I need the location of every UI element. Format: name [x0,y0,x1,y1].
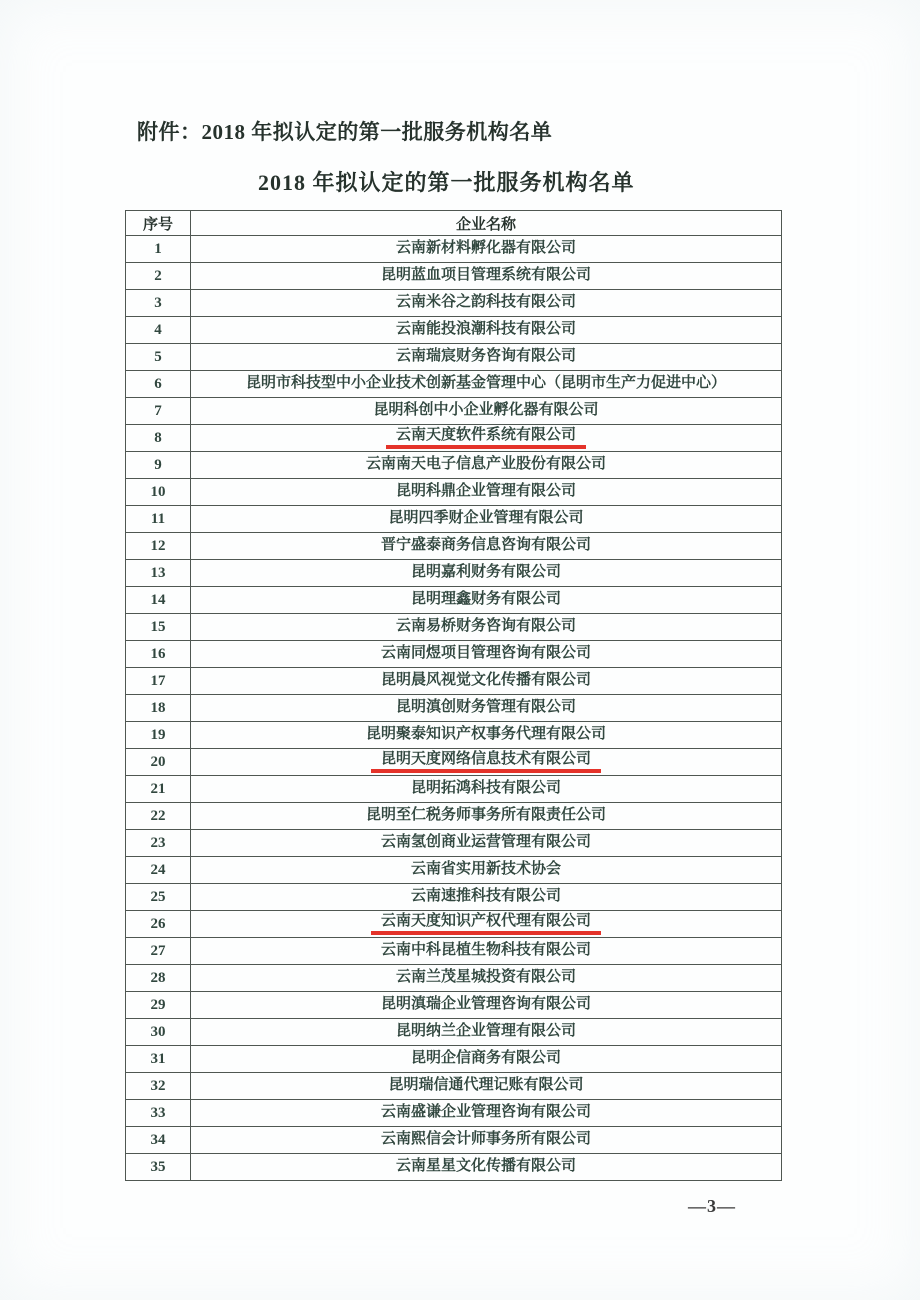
row-company-name-cell [191,695,782,722]
table-row [126,236,782,263]
row-company-name-cell [191,398,782,425]
row-serial-number: 11 [126,506,191,533]
company-name: 云南盛谦企业管理咨询有限公司 [380,1104,591,1121]
row-company-name-cell [191,830,782,857]
company-name: 昆明至仁税务师事务所有限责任公司 [365,807,606,824]
row-serial-number: 20 [126,749,191,776]
company-name: 昆明晨风视觉文化传播有限公司 [380,672,591,689]
table-row [126,938,782,965]
row-company-name-cell [191,884,782,911]
table-row [126,884,782,911]
table-row [126,668,782,695]
company-name: 昆明瑞信通代理记账有限公司 [388,1077,584,1094]
company-name: 昆明聚泰知识产权事务代理有限公司 [365,726,606,743]
company-name-red-underlined: 云南天度软件系统有限公司 [386,427,586,449]
table-row [126,1073,782,1100]
company-name: 昆明滇瑞企业管理咨询有限公司 [380,996,591,1013]
row-serial-number: 28 [126,965,191,992]
company-name: 昆明科鼎企业管理有限公司 [395,483,576,500]
company-name: 云南速推科技有限公司 [410,888,561,905]
table-row [126,911,782,938]
company-name: 云南熙信会计师事务所有限公司 [380,1131,591,1148]
company-name: 云南新材料孵化器有限公司 [395,240,576,257]
table-row [126,317,782,344]
row-serial-number: 16 [126,641,191,668]
table-row [126,803,782,830]
row-serial-number: 30 [126,1019,191,1046]
row-serial-number: 6 [126,371,191,398]
row-company-name-cell [191,614,782,641]
row-serial-number: 33 [126,1100,191,1127]
table-row [126,263,782,290]
row-company-name-cell [191,1127,782,1154]
row-serial-number: 3 [126,290,191,317]
row-company-name-cell [191,911,782,938]
row-serial-number: 5 [126,344,191,371]
row-company-name-cell [191,290,782,317]
row-company-name-cell [191,1019,782,1046]
row-company-name-cell [191,965,782,992]
table-row [126,587,782,614]
table-row [126,722,782,749]
row-serial-number: 32 [126,1073,191,1100]
row-serial-number: 10 [126,479,191,506]
company-name: 昆明滇创财务管理有限公司 [395,699,576,716]
row-serial-number: 13 [126,560,191,587]
row-serial-number: 2 [126,263,191,290]
row-serial-number: 27 [126,938,191,965]
table-row [126,1127,782,1154]
row-serial-number: 17 [126,668,191,695]
company-name: 昆明理鑫财务有限公司 [410,591,561,608]
row-serial-number: 34 [126,1127,191,1154]
row-company-name-cell [191,992,782,1019]
row-company-name-cell [191,452,782,479]
table-row [126,641,782,668]
row-serial-number: 24 [126,857,191,884]
table-row [126,830,782,857]
table-row [126,425,782,452]
table-row [126,452,782,479]
row-company-name-cell [191,236,782,263]
row-company-name-cell [191,506,782,533]
table-row [126,1154,782,1181]
row-serial-number: 15 [126,614,191,641]
table-row [126,560,782,587]
company-name-red-underlined: 昆明天度网络信息技术有限公司 [371,751,601,773]
attachment-title: 附件：2018 年拟认定的第一批服务机构名单 [137,120,553,144]
row-company-name-cell [191,722,782,749]
row-serial-number: 25 [126,884,191,911]
table-row [126,1019,782,1046]
row-serial-number: 12 [126,533,191,560]
company-name: 云南氢创商业运营管理有限公司 [380,834,591,851]
row-company-name-cell [191,479,782,506]
company-name: 昆明企信商务有限公司 [410,1050,561,1067]
table-row [126,776,782,803]
row-serial-number: 31 [126,1046,191,1073]
table-header-row [126,211,782,236]
row-company-name-cell [191,344,782,371]
company-name: 云南兰茂星城投资有限公司 [395,969,576,986]
row-company-name-cell [191,1100,782,1127]
row-company-name-cell [191,803,782,830]
company-name: 昆明拓鸿科技有限公司 [410,780,561,797]
table-row [126,857,782,884]
row-company-name-cell [191,1046,782,1073]
table-body [126,236,782,1181]
company-name: 昆明市科技型中小企业技术创新基金管理中心（昆明市生产力促进中心） [245,375,726,392]
table-row [126,479,782,506]
company-name: 云南易桥财务咨询有限公司 [395,618,576,635]
row-company-name-cell [191,587,782,614]
row-company-name-cell [191,641,782,668]
row-company-name-cell [191,371,782,398]
company-name: 云南米谷之韵科技有限公司 [395,294,576,311]
company-name: 云南能投浪潮科技有限公司 [395,321,576,338]
row-serial-number: 7 [126,398,191,425]
table-row [126,398,782,425]
row-serial-number: 8 [126,425,191,452]
row-company-name-cell [191,425,782,452]
row-serial-number: 1 [126,236,191,263]
row-company-name-cell [191,938,782,965]
company-name: 昆明蓝血项目管理系统有限公司 [380,267,591,284]
table-row [126,290,782,317]
row-serial-number: 35 [126,1154,191,1181]
company-name: 昆明纳兰企业管理有限公司 [395,1023,576,1040]
table-row [126,1100,782,1127]
table-row [126,371,782,398]
row-serial-number: 22 [126,803,191,830]
header-company-name: 企业名称 [191,211,782,236]
row-serial-number: 29 [126,992,191,1019]
page-number: —3— [688,1196,736,1216]
table-row [126,749,782,776]
company-name: 云南中科昆植生物科技有限公司 [380,942,591,959]
row-serial-number: 21 [126,776,191,803]
table-header [126,211,782,236]
row-company-name-cell [191,1154,782,1181]
company-name: 云南省实用新技术协会 [410,861,561,878]
row-serial-number: 9 [126,452,191,479]
row-company-name-cell [191,317,782,344]
company-name: 云南南天电子信息产业股份有限公司 [365,456,606,473]
table-row [126,965,782,992]
row-serial-number: 14 [126,587,191,614]
company-name: 昆明四季财企业管理有限公司 [388,510,584,527]
company-name: 昆明嘉利财务有限公司 [410,564,561,581]
company-name: 云南星星文化传播有限公司 [395,1158,576,1175]
row-company-name-cell [191,749,782,776]
table-row [126,533,782,560]
company-name: 云南同煜项目管理咨询有限公司 [380,645,591,662]
table-row [126,695,782,722]
company-name-red-underlined: 云南天度知识产权代理有限公司 [371,913,601,935]
row-company-name-cell [191,776,782,803]
table-row [126,1046,782,1073]
row-serial-number: 18 [126,695,191,722]
company-name: 云南瑞宸财务咨询有限公司 [395,348,576,365]
row-company-name-cell [191,533,782,560]
row-company-name-cell [191,857,782,884]
row-serial-number: 26 [126,911,191,938]
header-serial-number: 序号 [126,211,191,236]
row-company-name-cell [191,668,782,695]
table-title: 2018 年拟认定的第一批服务机构名单 [258,170,635,195]
row-company-name-cell [191,1073,782,1100]
row-serial-number: 4 [126,317,191,344]
table-row [126,614,782,641]
company-name: 昆明科创中小企业孵化器有限公司 [373,402,599,419]
row-serial-number: 23 [126,830,191,857]
row-serial-number: 19 [126,722,191,749]
service-agency-table [125,210,782,1181]
row-company-name-cell [191,263,782,290]
table-row [126,344,782,371]
table-row [126,506,782,533]
row-company-name-cell [191,560,782,587]
table-row [126,992,782,1019]
company-name: 晋宁盛泰商务信息咨询有限公司 [380,537,591,554]
